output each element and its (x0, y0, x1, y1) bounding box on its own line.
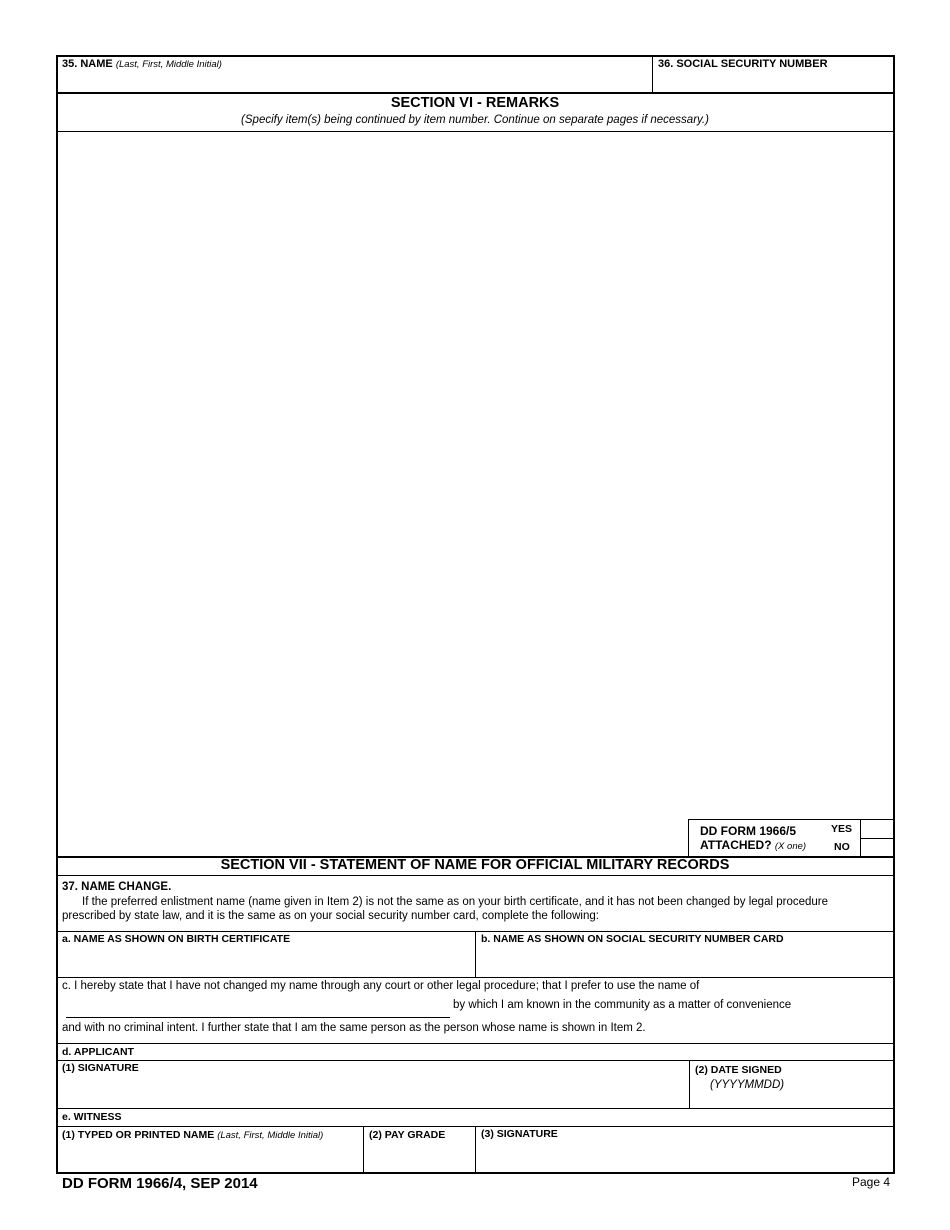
no-checkbox[interactable] (861, 839, 894, 856)
divider (363, 1126, 364, 1173)
divider (56, 977, 895, 978)
yes-label: YES (831, 823, 853, 835)
preferred-name-input[interactable] (66, 999, 450, 1018)
divider (56, 1060, 895, 1061)
name-input[interactable] (60, 72, 652, 92)
remarks-textarea[interactable] (60, 134, 894, 818)
c-line1: c. I hereby state that I have not changed my name through any court or other legal procedure; that I prefer to use the name of (62, 980, 700, 992)
section7-title: SECTION VII - STATEMENT OF NAME FOR OFFICIAL MILITARY RECORDS (220, 857, 730, 873)
divider (652, 55, 653, 93)
d-label: d. APPLICANT (62, 1046, 134, 1058)
applicant-signature-field[interactable] (60, 1076, 685, 1106)
item36-label: 36. SOCIAL SECURITY NUMBER (658, 58, 828, 70)
divider (475, 931, 476, 977)
attached-label: DD FORM 1966/5 (700, 824, 797, 838)
divider (689, 1060, 690, 1108)
pay-grade-input[interactable] (367, 1144, 475, 1172)
item37-text2: prescribed by state law, and it is the same as on your social security number card, complete the following: (62, 910, 599, 922)
item35-label: 35. NAME (Last, First, Middle Initial) (62, 58, 222, 70)
witness-name-label: (1) TYPED OR PRINTED NAME (Last, First, Middle Initial) (62, 1129, 324, 1141)
witness-signature-label: (3) SIGNATURE (481, 1128, 558, 1140)
divider (56, 1043, 895, 1044)
divider (56, 131, 895, 132)
pay-grade-label: (2) PAY GRADE (369, 1129, 446, 1141)
b-label: b. NAME AS SHOWN ON SOCIAL SECURITY NUMBER CARD (481, 933, 784, 945)
page-number: Page 4 (852, 1175, 891, 1189)
divider (56, 875, 895, 876)
ssn-input[interactable] (656, 72, 894, 92)
item37-text: If the preferred enlistment name (name given in Item 2) is not the same as on your birth certificate, and it has not been changed by legal procedure (82, 896, 829, 908)
ssn-card-name-input[interactable] (479, 948, 893, 976)
witness-signature-field[interactable] (479, 1144, 889, 1170)
yes-checkbox[interactable] (861, 820, 894, 837)
section6-title: SECTION VI - REMARKS (390, 95, 560, 111)
attached-question: ATTACHED? (X one) (700, 838, 807, 852)
form-number: DD FORM 1966/4, SEP 2014 (62, 1175, 258, 1192)
divider (56, 1108, 895, 1109)
e-label: e. WITNESS (62, 1111, 122, 1123)
witness-name-input[interactable] (60, 1144, 362, 1172)
date-signed-input[interactable] (692, 1092, 894, 1108)
a-label: a. NAME AS SHOWN ON BIRTH CERTIFICATE (62, 933, 291, 945)
c-line3: and with no criminal intent. I further state that I am the same person as the person whose name is shown in Item 2. (62, 1022, 646, 1034)
applicant-signature-label: (1) SIGNATURE (62, 1062, 139, 1074)
section6-subtitle: (Specify item(s) being continued by item number. Continue on separate pages if necessary.) (241, 114, 709, 126)
no-label: NO (834, 841, 850, 853)
date-signed-label: (2) DATE SIGNED (695, 1064, 782, 1076)
birth-certificate-name-input[interactable] (60, 948, 474, 976)
item37-label: 37. NAME CHANGE. (62, 881, 172, 893)
divider (475, 1126, 476, 1173)
c-line2: by which I am known in the community as a matter of convenience (453, 999, 792, 1011)
date-format-hint: (YYYYMMDD) (710, 1079, 785, 1091)
divider (56, 92, 895, 94)
